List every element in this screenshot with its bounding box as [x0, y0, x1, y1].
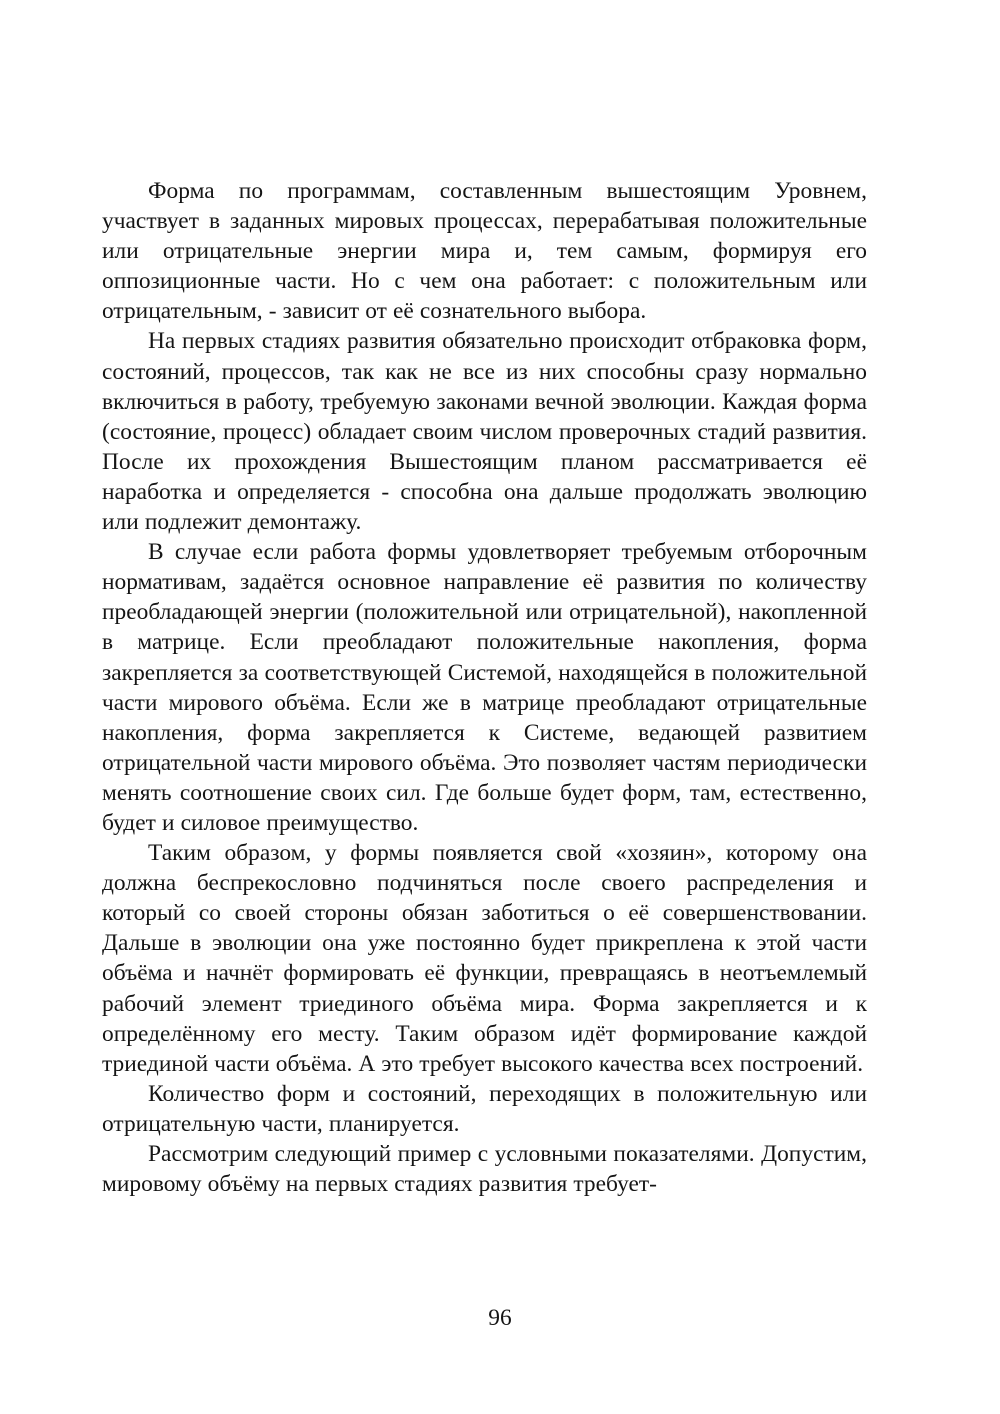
paragraph: Таким образом, у формы появляется свой «хозяин», которому она должна беспрекословно подчиняться после своего распределения и который со своей стороны обязан заботиться о её совершенствовании. Дальше в эволюции она уже постоянно будет прикреплена к этой части объёма и начнёт формировать её функции, превращаясь в неотъемлемый рабочий элемент триединого объёма мира. Форма закрепляется и к определённому его месту. Таким образом идёт формирование каждой триединой части объёма. А это требует высокого качества всех построений.: [102, 840, 867, 1077]
body-text-block: [102, 176, 867, 1199]
paragraph: На первых стадиях развития обязательно происходит отбраковка форм, состояний, процессов, так как не все из них способны сразу нормально включиться в работу, требуемую законами вечной эволюции. Каждая форма (состояние, процесс) обладает своим числом проверочных стадий развития. После их прохождения Вышестоящим планом рассматривается её наработка и определяется - способна она дальше продолжать эволюцию или подлежит демонтажу.: [102, 328, 867, 536]
paragraph: Количество форм и состояний, переходящих в положительную или отрицательную части, планируется.: [102, 1080, 867, 1137]
paragraph: Рассмотрим следующий пример с условными показателями. Допустим, мировому объёму на первых стадиях развития требует-: [102, 1141, 867, 1198]
paragraph: В случае если работа формы удовлетворяет требуемым отборочным нормативам, задаётся основное направление её развития по количеству преобладающей энергии (положительной или отрицательной), накопленной в матрице. Если преобладают положительные накопления, форма закрепляется за соответствующей Системой, находящейся в положительной части мирового объёма. Если же в матрице преобладают отрицательные накопления, форма закрепляется к Системе, ведающей развитием отрицательной части мирового объёма. Это позволяет частям периодически менять соотношение своих сил. Где больше будет форм, там, естественно, будет и силовое преимущество.: [102, 539, 867, 836]
page-number: 96: [488, 1305, 512, 1331]
paragraph: Форма по программам, составленным вышестоящим Уровнем, участвует в заданных мировых процессах, перерабатывая положительные или отрицательные энергии мира и, тем самым, формируя его оппозиционные части. Но с чем она работает: с положительным или отрицательным, - зависит от её сознательного выбора.: [102, 178, 867, 325]
